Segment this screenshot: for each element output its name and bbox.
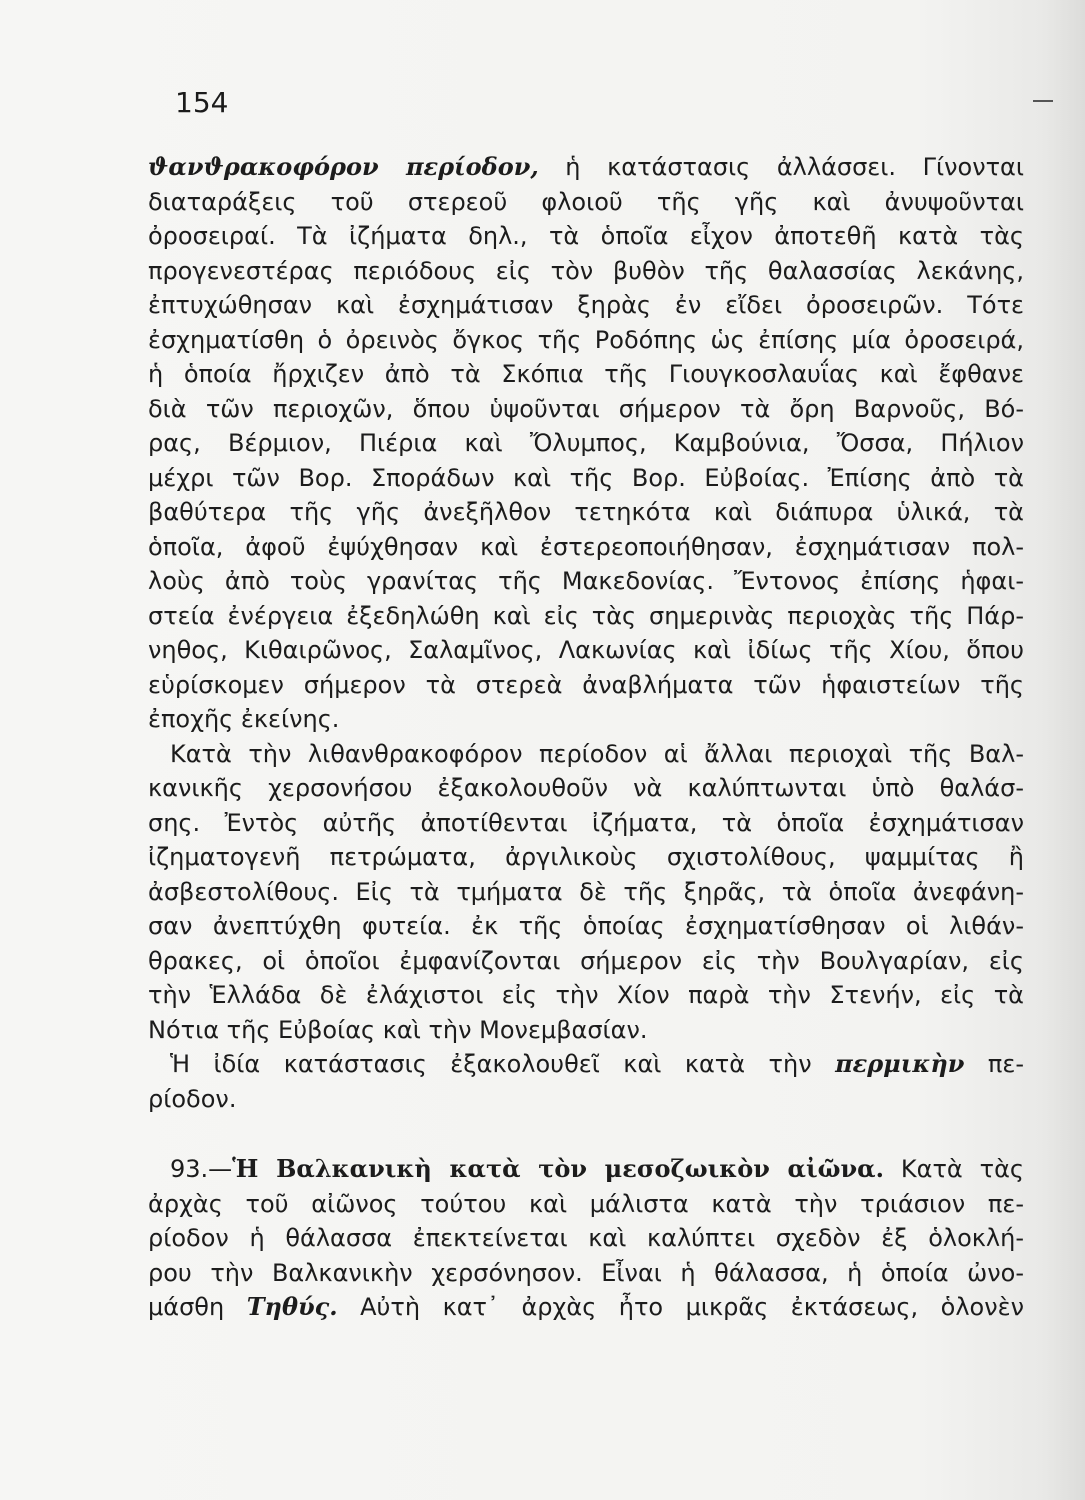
text-line: εὑρίσκομεν σήμερον τὰ στερεὰ ἀναβλήματα τῶν ἡφαιστείων τῆς (148, 670, 1024, 699)
text-line: Κατὰ τὴν λιθανθρακοφόρον περίοδον αἱ ἄλλαι περιοχαὶ τῆς Βαλ- (170, 739, 1024, 768)
text-line: κανικῆς χερσονήσου ἐξακολουθοῦν νὰ καλύπτωνται ὑπὸ θαλάσ- (148, 774, 1024, 802)
text-line: ὀροσειραί. Τὰ ἰζήματα δηλ., τὰ ὁποῖα εἶχον ἀποτεθῆ κατὰ τὰς (148, 222, 1024, 250)
text-line: ρίοδον. (148, 1084, 237, 1113)
scan-mark (1033, 100, 1053, 102)
text-line: μέχρι τῶν Βορ. Σποράδων καὶ τῆς Βορ. Εὐβοίας. Ἐπίσης ἀπὸ τὰ (148, 463, 1024, 492)
section-heading-line: 93.—Ἡ Βαλκανικὴ κατὰ τὸν μεσοζωικὸν αἰῶνα. Κατὰ τὰς (170, 1154, 1024, 1183)
text-line: ρίοδον ἡ θάλασσα ἐπεκτείνεται καὶ καλύπτει σχεδὸν ἐξ ὁλοκλή- (148, 1224, 1024, 1252)
text-line: διὰ τῶν περιοχῶν, ὅπου ὑψοῦνται σήμερον τὰ ὄρη Βαρνοῦς, Βό- (148, 394, 1024, 423)
text-line: ρου τὴν Βαλκανικὴν χερσόνησον. Εἶναι ἡ θάλασσα, ἡ ὁποία ὠνο- (148, 1258, 1024, 1287)
section-heading: Ἡ Βαλκανικὴ κατὰ τὸν μεσοζωικὸν αἰῶνα. (232, 1154, 884, 1183)
italic-term: Τηθύς. (246, 1292, 338, 1321)
text-line: ἡ ὁποία ἤρχιζεν ἀπὸ τὰ Σκόπια τῆς Γιουγκοσλαυΐας καὶ ἔφθανε (148, 360, 1024, 388)
text-line: θρακες, οἱ ὁποῖοι ἐμφανίζονται σήμερον εἰς τὴν Βουλγαρίαν, εἰς (148, 946, 1024, 975)
text-line: ἐποχῆς ἐκείνης. (148, 705, 340, 733)
section-number: 93.— (170, 1155, 233, 1183)
text-line: λοὺς ἀπὸ τοὺς γρανίτας τῆς Μακεδονίας. Ἔντονος ἐπίσης ἡφαι- (148, 567, 1024, 595)
text-line: ἀρχὰς τοῦ αἰῶνος τούτου καὶ μάλιστα κατὰ τὴν τριάσιον πε- (148, 1189, 1024, 1218)
text-line: στεία ἐνέργεια ἐξεδηλώθη καὶ εἰς τὰς σημερινὰς περιοχὰς τῆς Πάρ- (148, 601, 1024, 630)
text-line: σαν ἀνεπτύχθη φυτεία. ἐκ τῆς ὁποίας ἐσχηματίσθησαν οἱ λιθάν- (148, 912, 1024, 940)
text-line: σης. Ἐντὸς αὐτῆς ἀποτίθενται ἰζήματα, τὰ ὁποῖα ἐσχημάτισαν (148, 808, 1024, 837)
body-text (148, 150, 1024, 1325)
section-gap (148, 1116, 1024, 1152)
text-line: βαθύτερα τῆς γῆς ἀνεξῆλθον τετηκότα καὶ διάπυρα ὑλικά, τὰ (148, 498, 1024, 526)
text-line: ἀσβεστολίθους. Εἰς τὰ τμήματα δὲ τῆς ξηρᾶς, τὰ ὁποῖα ἀνεφάνη- (148, 877, 1024, 906)
italic-term: περμικὴν (835, 1049, 965, 1078)
text-line: Ἡ ἰδία κατάστασις ἐξακολουθεῖ καὶ κατὰ τὴν περμικὴν πε- (170, 1049, 1024, 1078)
text-line: τὴν Ἑλλάδα δὲ ἐλάχιστοι εἰς τὴν Χίον παρὰ τὴν Στενήν, εἰς τὰ (148, 981, 1024, 1009)
text-line: ὁποῖα, ἀφοῦ ἐψύχθησαν καὶ ἐστερεοποιήθησαν, ἐσχημάτισαν πολ- (148, 532, 1024, 561)
text-line: μάσθη Τηθύς. Αὐτὴ κατ᾽ ἀρχὰς ἦτο μικρᾶς ἐκτάσεως, ὁλονὲν (148, 1292, 1024, 1321)
text-line: προγενεστέρας περιόδους εἰς τὸν βυθὸν τῆς θαλασσίας λεκάνης, (148, 256, 1024, 285)
page-number: 154 (175, 86, 229, 119)
text-line: νηθος, Κιθαιρῶνος, Σαλαμῖνος, Λακωνίας καὶ ἰδίως τῆς Χίου, ὅπου (148, 636, 1024, 664)
text-line: ἐσχηματίσθη ὁ ὀρεινὸς ὄγκος τῆς Ροδόπης ὡς ἐπίσης μία ὀροσειρά, (148, 325, 1024, 354)
text-line: ϑανϑρακοφόρον περίοδον, ἡ κατάστασις ἀλλάσσει. Γίνονται (148, 152, 1024, 181)
italic-term: ϑανϑρακοφόρον περίοδον, (148, 152, 539, 181)
text-line: ἰζηματογενῆ πετρώματα, ἀργιλικοὺς σχιστολίθους, ψαμμίτας ἢ (148, 843, 1024, 871)
text-line: ρας, Βέρμιον, Πιέρια καὶ Ὄλυμπος, Καμβούνια, Ὄσσα, Πήλιον (148, 429, 1024, 457)
text-line: διαταράξεις τοῦ στερεοῦ φλοιοῦ τῆς γῆς καὶ ἀνυψοῦνται (148, 187, 1024, 216)
text-line: ἐπτυχώθησαν καὶ ἐσχημάτισαν ξηρὰς ἐν εἴδει ὀροσειρῶν. Τότε (148, 291, 1024, 319)
text-line: Νότια τῆς Εὐβοίας καὶ τὴν Μονεμβασίαν. (148, 1015, 648, 1044)
